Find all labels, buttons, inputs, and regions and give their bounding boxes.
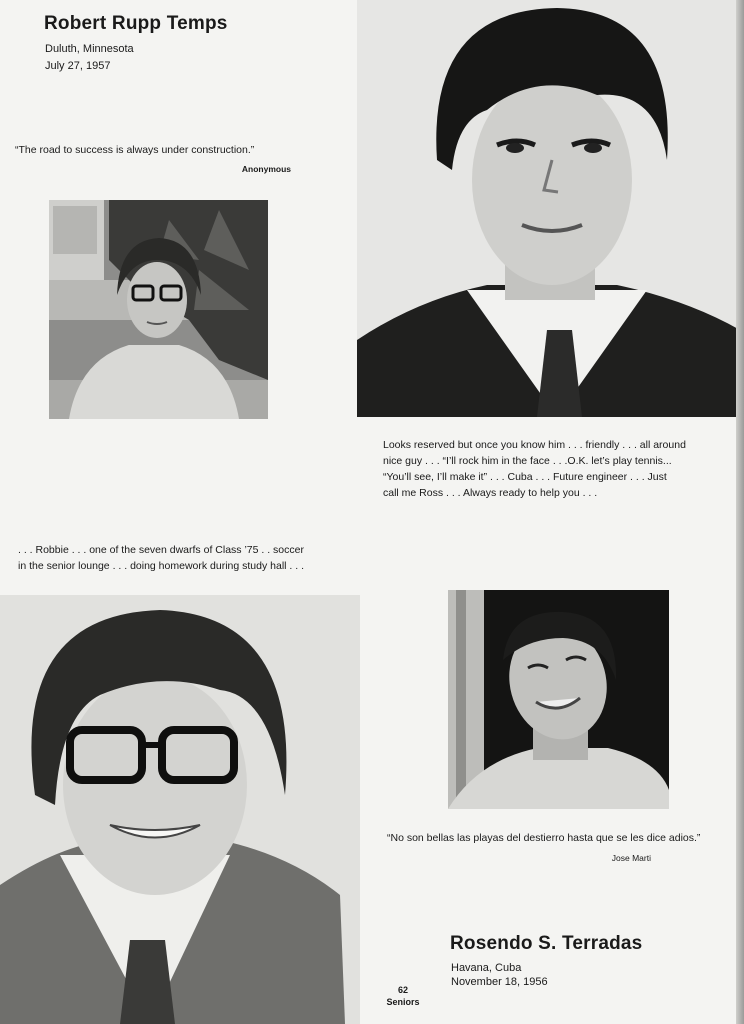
page-footer xyxy=(386,984,420,1008)
candid-photo-robert xyxy=(49,200,268,419)
person2-blurb-line: call me Ross . . . Always ready to help you . . . xyxy=(383,487,598,499)
person1-blurb-line: in the senior lounge . . . doing homework during study hall . . . xyxy=(18,560,304,572)
person2-quote-author: Jose Marti xyxy=(611,853,651,863)
person2-blurb-line: “You’ll see, I’ll make it” . . . Cuba . . . Future engineer . . . Just xyxy=(383,471,667,483)
section-label: Seniors xyxy=(386,997,420,1007)
person1-name: Robert Rupp Temps xyxy=(44,13,228,34)
person2-city: Havana, Cuba xyxy=(451,962,522,974)
person2-blurb xyxy=(383,437,686,501)
page-number: 62 xyxy=(397,985,408,995)
portrait-photo-robert xyxy=(0,595,360,1024)
person1-birthdate: July 27, 1957 xyxy=(45,60,111,72)
person1-blurb-line: . . . Robbie . . . one of the seven dwarfs of Class ’75 . . soccer xyxy=(18,544,304,556)
person2-blurb-line: nice guy . . . “I’ll rock him in the face . . .O.K. let’s play tennis... xyxy=(383,455,672,467)
person1-quote: “The road to success is always under construction.” xyxy=(15,144,255,156)
person2-blurb-line: Looks reserved but once you know him . . . friendly . . . all around xyxy=(383,439,686,451)
page-fold-shadow xyxy=(736,0,744,1024)
person2-birthdate: November 18, 1956 xyxy=(451,976,548,988)
portrait-photo-rosendo xyxy=(357,0,740,417)
person2-name: Rosendo S. Terradas xyxy=(450,933,643,954)
candid-photo-rosendo xyxy=(448,590,669,809)
person1-quote-author: Anonymous xyxy=(241,164,291,174)
person1-blurb xyxy=(18,542,304,574)
person2-quote: “No son bellas las playas del destierro hasta que se les dice adios.” xyxy=(387,832,701,844)
person1-city: Duluth, Minnesota xyxy=(45,43,134,55)
